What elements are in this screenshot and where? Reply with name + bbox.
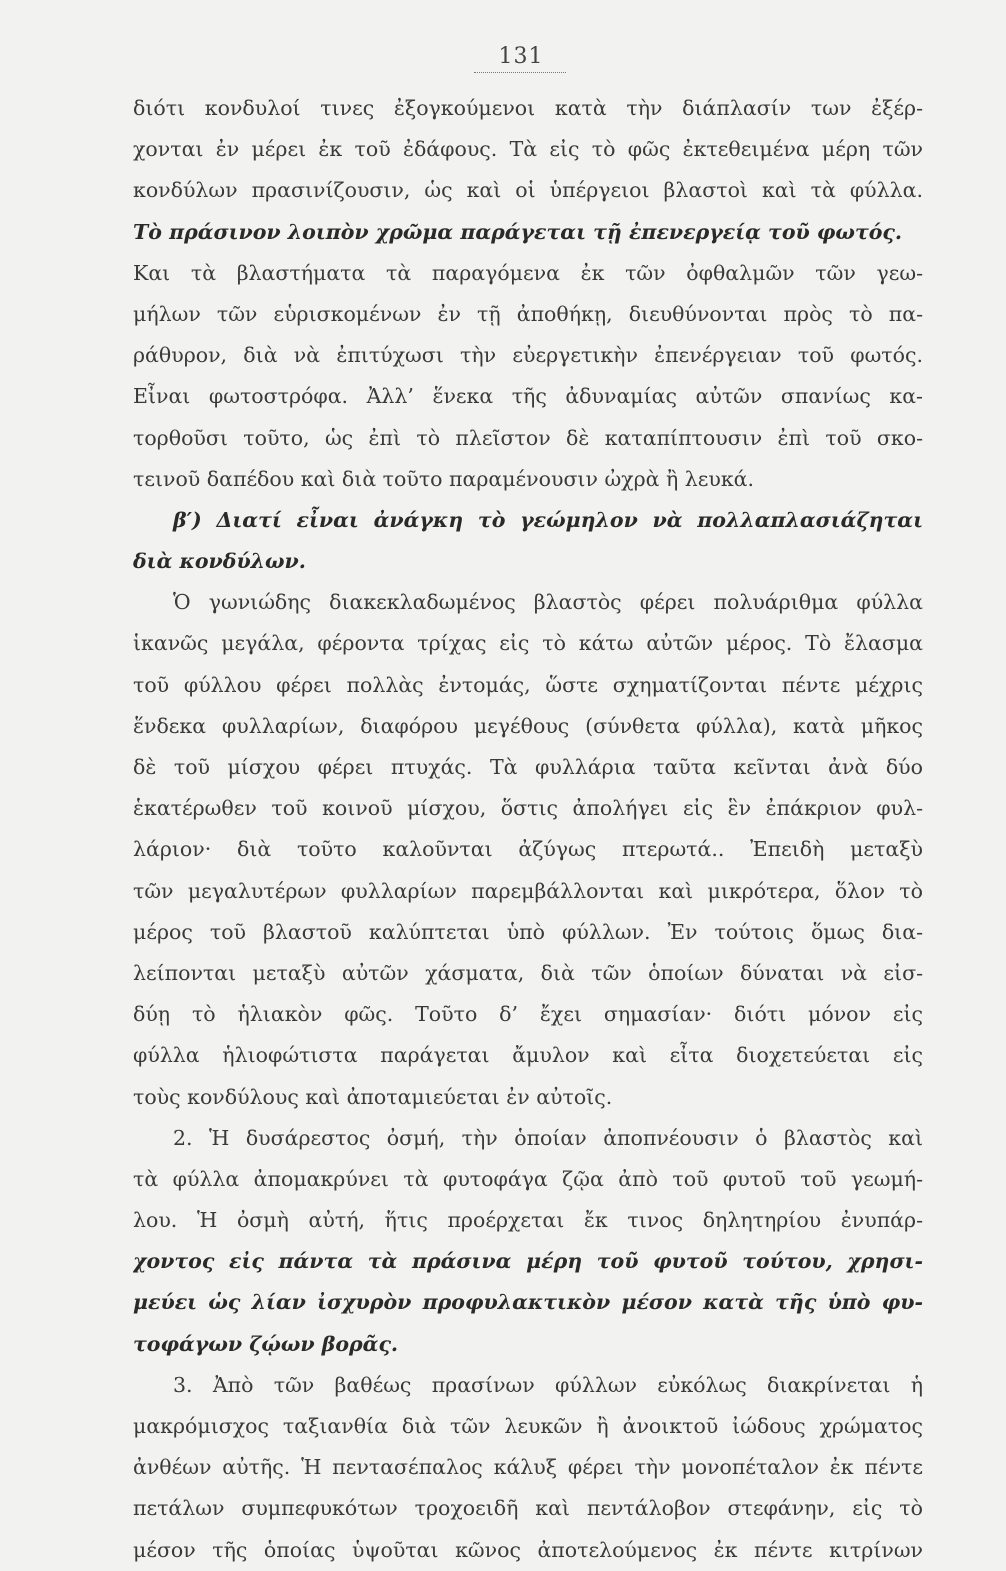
text-line: φύλλα ἡλιοφώτιστα παράγεται ἄμυλον καὶ εἶτα διοχετεύεται εἰς — [133, 1043, 923, 1068]
text-line: κονδύλων πρασινίζουσιν, ὡς καὶ οἱ ὑπέργειοι βλαστοὶ καὶ τὰ φύλλα. — [133, 178, 923, 203]
text-line: ἀνθέων αὐτῆς. Ἡ πεντασέπαλος κάλυξ φέρει τὴν μονοπέταλον ἐκ πέντε — [133, 1455, 923, 1480]
text-line: ράθυρον, διὰ νὰ ἐπιτύχωσι τὴν εὐεργετικὴν ἐπενέργειαν τοῦ φωτός. — [133, 343, 923, 368]
text-line: τὰ φύλλα ἀπομακρύνει τὰ φυτοφάγα ζῷα ἀπὸ τοῦ φυτοῦ τοῦ γεωμή- — [133, 1166, 923, 1191]
section-heading: διὰ κονδύλων. — [133, 549, 306, 574]
text-line: Και τὰ βλαστήματα τὰ παραγόμενα ἐκ τῶν ὀφθαλμῶν τῶν γεω- — [133, 260, 923, 285]
text-line: μήλων τῶν εὑρισκομένων ἐν τῇ ἀποθήκῃ, διευθύνονται πρὸς τὸ πα- — [133, 301, 923, 326]
section-heading: β′) Διατί εἶναι ἀνάγκη τὸ γεώμηλον νὰ πολλαπλασιάζηται — [173, 507, 923, 532]
text-line-bold: μεύει ὡς λίαν ἰσχυρὸν προφυλακτικὸν μέσον κατὰ τῆς ὑπὸ φυ- — [133, 1290, 923, 1315]
text-line: μέρος τοῦ βλαστοῦ καλύπτεται ὑπὸ φύλλων. Ἐν τούτοις ὅμως δια- — [133, 919, 923, 944]
page-number: 131 — [498, 44, 544, 69]
text-line: 2. Ἡ δυσάρεστος ὀσμή, τὴν ὁποίαν ἀποπνέουσιν ὁ βλαστὸς καὶ — [173, 1125, 923, 1150]
text-line: δὲ τοῦ μίσχου φέρει πτυχάς. Τὰ φυλλάρια ταῦτα κεῖνται ἀνὰ δύο — [133, 755, 923, 779]
text-line: Ὁ γωνιώδης διακεκλαδωμένος βλαστὸς φέρει πολυάριθμα φύλλα — [173, 590, 923, 615]
text-line: χονται ἐν μέρει ἐκ τοῦ ἐδάφους. Τὰ εἰς τὸ φῶς ἐκτεθειμένα μέρη τῶν — [133, 137, 923, 162]
text-line: μακρόμισχος ταξιανθία διὰ τῶν λευκῶν ἢ ἀνοικτοῦ ἰώδους χρώματος — [133, 1414, 923, 1438]
text-line: λάριον· διὰ τοῦτο καλοῦνται ἀζύγως πτερωτά.. Ἐπειδὴ μεταξὺ — [133, 837, 923, 862]
text-line: τορθοῦσι τοῦτο, ὡς ἐπὶ τὸ πλεῖστον δὲ καταπίπτουσιν ἐπὶ τοῦ σκο- — [133, 425, 923, 450]
page-number-rule — [474, 72, 566, 73]
text-line: Εἶναι φωτοστρόφα. Ἀλλ’ ἕνεκα τῆς ἀδυναμίας αὐτῶν σπανίως κα- — [133, 384, 923, 409]
text-line: ἱκανῶς μεγάλα, φέροντα τρίχας εἰς τὸ κάτω αὐτῶν μέρος. Τὸ ἔλασμα — [133, 631, 923, 656]
text-line: λείπονται μεταξὺ αὐτῶν χάσματα, διὰ τῶν ὁποίων δύναται νὰ εἰσ- — [133, 960, 923, 985]
text-line: μέσον τῆς ὁποίας ὑψοῦται κῶνος ἀποτελούμενος ἐκ πέντε κιτρίνων — [133, 1537, 923, 1562]
text-line-bold: Τὸ πράσινον λοιπὸν χρῶμα παράγεται τῇ ἐπενεργείᾳ τοῦ φωτός. — [133, 219, 903, 244]
text-line: λου. Ἡ ὀσμὴ αὐτή, ἥτις προέρχεται ἔκ τινος δηλητηρίου ἐνυπάρ- — [133, 1208, 923, 1233]
text-line: ἑκατέρωθεν τοῦ κοινοῦ μίσχου, ὅστις ἀπολήγει εἰς ἓν ἐπάκριον φυλ- — [133, 796, 923, 821]
text-line: 3. Ἀπὸ τῶν βαθέως πρασίνων φύλλων εὐκόλως διακρίνεται ἡ — [173, 1372, 923, 1397]
text-line: τοὺς κονδύλους καὶ ἀποταμιεύεται ἐν αὐτοῖς. — [133, 1084, 613, 1109]
text-line-bold: τοφάγων ζῴων βορᾶς. — [133, 1331, 399, 1356]
text-line: πετάλων συμπεφυκότων τροχοειδῆ καὶ πεντάλοβον στεφάνην, εἰς τὸ — [133, 1496, 923, 1521]
text-line: δύῃ τὸ ἡλιακὸν φῶς. Τοῦτο δ’ ἔχει σημασίαν· διότι μόνον εἰς — [133, 1002, 923, 1027]
body-text — [133, 88, 923, 1571]
text-line: ἕνδεκα φυλλαρίων, διαφόρου μεγέθους (σύνθετα φύλλα), κατὰ μῆκος — [133, 713, 923, 738]
text-line: διότι κονδυλοί τινες ἐξογκούμενοι κατὰ τὴν διάπλασίν των ἐξέρ- — [133, 96, 923, 120]
text-line: τῶν μεγαλυτέρων φυλλαρίων παρεμβάλλονται καὶ μικρότερα, ὅλον τὸ — [133, 878, 923, 903]
text-line: τοῦ φύλλου φέρει πολλὰς ἐντομάς, ὥστε σχηματίζονται πέντε μέχρις — [133, 672, 923, 697]
text-line-bold: χοντος εἰς πάντα τὰ πράσινα μέρη τοῦ φυτοῦ τούτου, χρησι- — [133, 1249, 923, 1274]
text-line: τεινοῦ δαπέδου καὶ διὰ τοῦτο παραμένουσιν ὠχρὰ ἢ λευκά. — [133, 466, 755, 491]
